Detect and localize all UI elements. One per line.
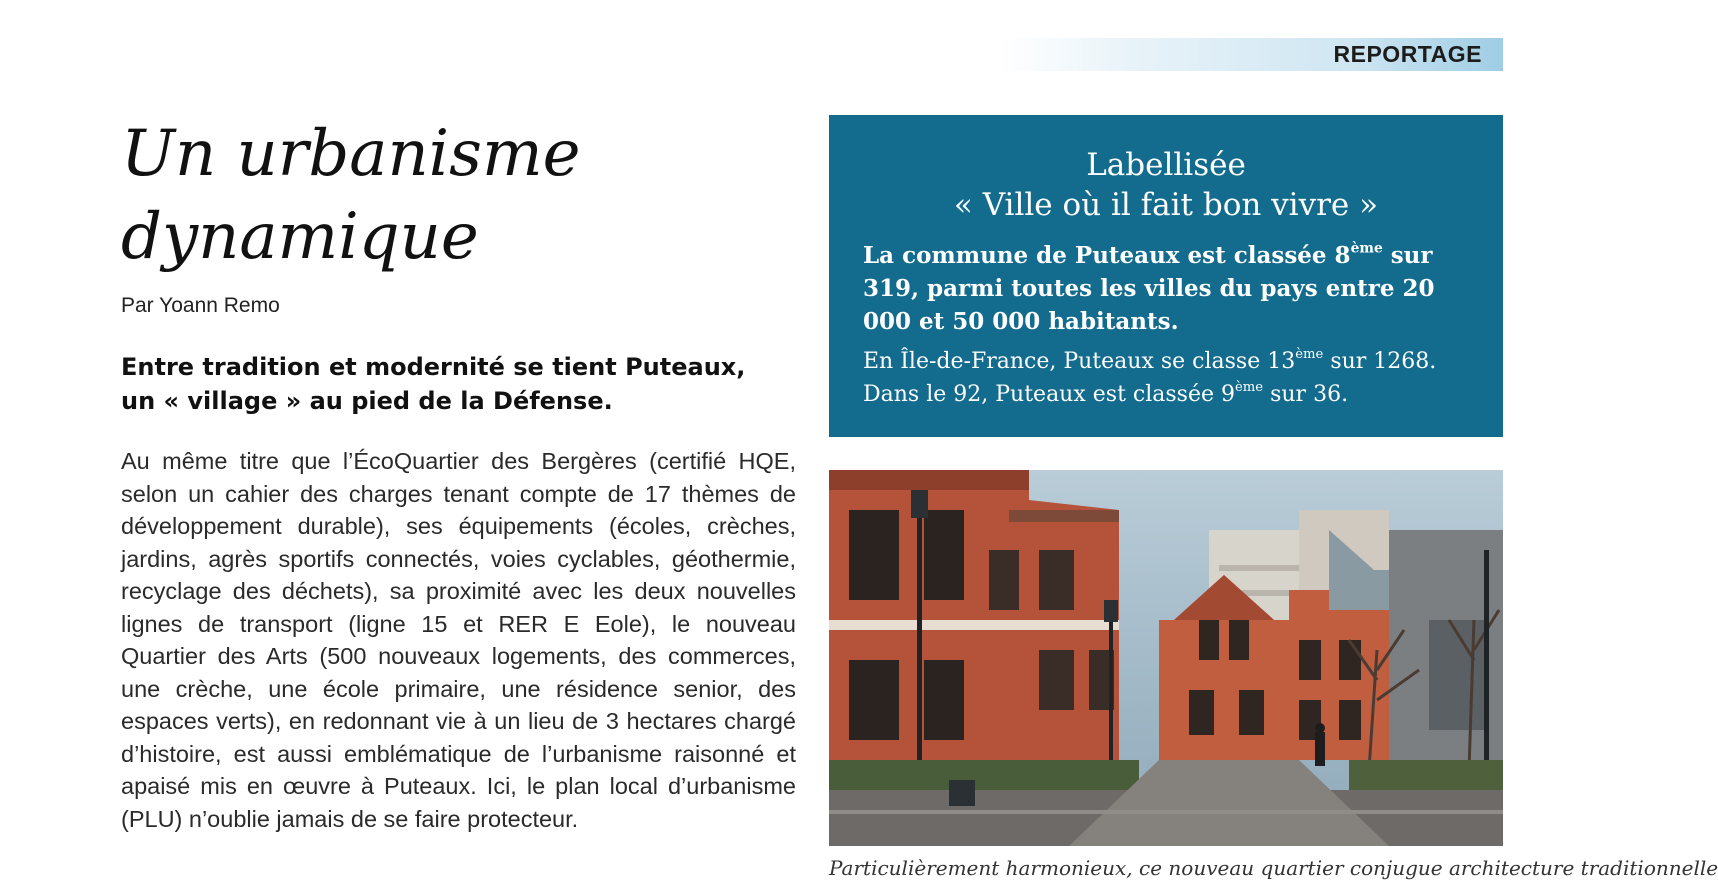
label-title-line-2: « Ville où il fait bon vivre » — [953, 187, 1379, 223]
article-body: Au même titre que l’ÉcoQuartier des Bergères (certifié HQE, selon un cahier des charges tenant compte de 17 thèmes de développement durable), ses équipements (écoles, crèches, jardins, agrès sportifs connectés, voies cyclables, géothermie, recyclage des déchets), sa proximité avec les deux nouvelles lignes de transport (ligne 15 et RER E Eole), le nouveau Quartier des Arts (500 nouveaux logements, des commerces, une crèche, une école primaire, une résidence senior, des espaces verts), en redonnant vie à un lieu de 3 hectares chargé d’histoire, est aussi emblématique de l’urbanisme raisonné et apaisé mis en œuvre à Puteaux. Ici, le plan local d’urbanisme (PLU) n’oublie jamais de se faire protecteur. — [121, 448, 796, 832]
lede-line-1: Entre tradition et modernité se tient Puteaux, — [121, 353, 746, 381]
label-box-title — [829, 145, 1503, 225]
lede-line-2: un « village » au pied de la Défense. — [121, 387, 613, 415]
national-ranking: La commune de Puteaux est classée 8ème sur 319, parmi toutes les villes du pays entre 20 000 et 50 000 habitants. — [863, 240, 1435, 335]
article-title — [121, 113, 761, 279]
photo-caption: Particulièrement harmonieux, ce nouveau quartier conjugue architecture traditionnelle — [829, 856, 1718, 880]
lede — [121, 350, 801, 418]
regional-ranking: En Île-de-France, Puteaux se classe 13ème sur 1268. Dans le 92, Puteaux est classée 9ème sur 36. — [863, 347, 1437, 407]
section-banner — [1000, 38, 1503, 71]
byline: Par Yoann Remo — [121, 294, 280, 317]
ordinal-suffix: ème — [1234, 380, 1264, 396]
label-title-line-1: Labellisée — [1086, 147, 1246, 183]
title-line-1: Un urbanisme — [121, 117, 581, 191]
section-label: REPORTAGE — [1333, 41, 1482, 67]
ordinal-suffix: ème — [1295, 347, 1324, 363]
neighborhood-photo — [829, 470, 1503, 846]
title-line-2: dynamique — [121, 200, 479, 274]
label-box — [829, 115, 1503, 437]
ordinal-suffix: ème — [1350, 240, 1383, 257]
